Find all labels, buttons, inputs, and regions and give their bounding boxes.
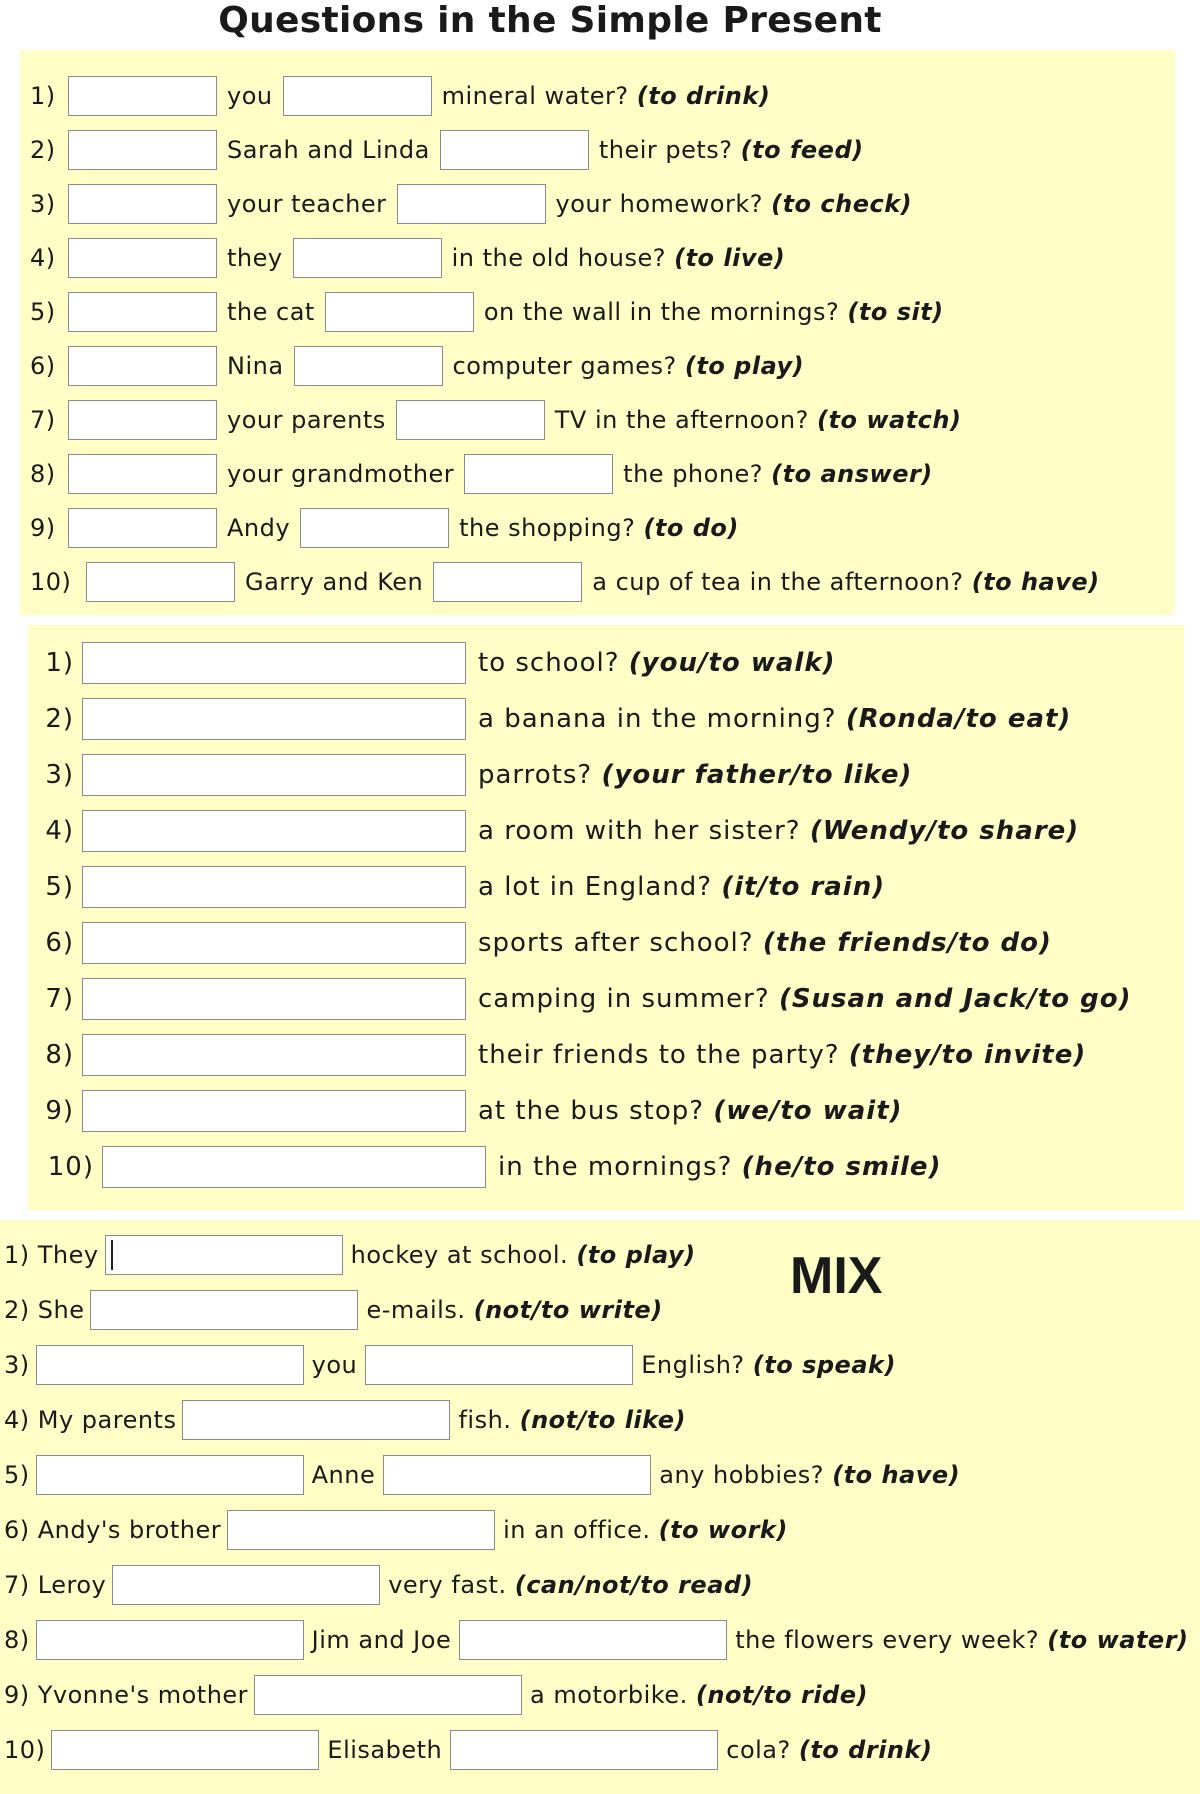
item-lead: 8) [4, 1626, 30, 1654]
item-number: 9) [45, 1096, 74, 1126]
item-hint: (to drink) [636, 82, 771, 110]
item-hint: (to play) [684, 352, 805, 380]
item-subject: Nina [227, 352, 284, 380]
answer-input-verb[interactable] [325, 292, 474, 332]
item-rest: any hobbies? (to have) [659, 1461, 961, 1489]
item-rest: at the bus stop? (we/to wait) [478, 1096, 903, 1126]
item-hint: (to answer) [771, 460, 933, 488]
item-hint: (to speak) [752, 1351, 896, 1379]
answer-input[interactable] [82, 1034, 466, 1076]
item-hint: (to work) [658, 1516, 788, 1544]
exercise-panel-mix [0, 1220, 1200, 1794]
exercise-row [20, 238, 795, 278]
answer-input-aux[interactable] [68, 454, 217, 494]
item-hint: (not/to ride) [695, 1681, 868, 1709]
answer-input-verb[interactable] [283, 76, 432, 116]
item-rest: the shopping? (to do) [459, 514, 739, 542]
item-hint: (to check) [771, 190, 913, 218]
item-number: 5) [30, 298, 56, 326]
item-lead: 4) My parents [4, 1406, 177, 1434]
item-rest: a motorbike. (not/to ride) [530, 1681, 868, 1709]
answer-input[interactable] [82, 642, 466, 684]
item-rest: the phone? (to answer) [623, 460, 933, 488]
answer-input-verb[interactable] [365, 1345, 633, 1385]
exercise-row [20, 184, 922, 224]
item-lead: 5) [4, 1461, 30, 1489]
item-number: 1) [30, 82, 56, 110]
item-number: 7) [30, 406, 56, 434]
exercise-row [20, 454, 943, 494]
answer-input-aux[interactable] [68, 130, 217, 170]
answer-input-verb[interactable] [459, 1620, 727, 1660]
answer-input[interactable] [82, 1090, 466, 1132]
answer-input-aux[interactable] [68, 400, 217, 440]
item-rest: a lot in England? (it/to rain) [478, 872, 886, 902]
answer-input-aux[interactable] [68, 238, 217, 278]
item-number: 1) [45, 648, 74, 678]
item-rest: camping in summer? (Susan and Jack/to go) [478, 984, 1132, 1014]
item-number: 10) [30, 568, 72, 596]
exercise-row [28, 1090, 903, 1132]
exercise-row [28, 1034, 1086, 1076]
item-hint: (Susan and Jack/to go) [778, 984, 1132, 1014]
item-subject: your teacher [227, 190, 387, 218]
answer-input-aux[interactable] [36, 1345, 304, 1385]
item-hint: (to sit) [847, 298, 944, 326]
item-rest: in the mornings? (he/to smile) [498, 1152, 942, 1182]
item-rest: a banana in the morning? (Ronda/to eat) [478, 704, 1072, 734]
exercise-row [20, 76, 780, 116]
item-number: 8) [30, 460, 56, 488]
item-subject: you [227, 82, 273, 110]
item-lead: 9) Yvonne's mother [4, 1681, 249, 1709]
item-hint: (to feed) [740, 136, 864, 164]
item-hint: (can/not/to read) [514, 1571, 754, 1599]
exercise-row [0, 1345, 904, 1385]
exercise-panel-1 [20, 50, 1175, 615]
item-rest: TV in the afternoon? (to watch) [554, 406, 962, 434]
exercise-row [28, 922, 1052, 964]
exercise-row [0, 1565, 761, 1605]
page-title: Questions in the Simple Present [218, 0, 882, 41]
answer-input-verb[interactable] [433, 562, 582, 602]
item-hint: (you/to walk) [628, 648, 836, 678]
answer-input[interactable] [82, 866, 466, 908]
item-hint: (the friends/to do) [762, 928, 1052, 958]
answer-input-verb[interactable] [440, 130, 589, 170]
answer-input[interactable] [90, 1290, 358, 1330]
exercise-row [0, 1730, 940, 1770]
item-rest: to school? (you/to walk) [478, 648, 836, 678]
item-subject: Elisabeth [327, 1736, 443, 1764]
item-subject: you [311, 1351, 358, 1379]
exercise-row [20, 400, 971, 440]
item-rest: a room with her sister? (Wendy/to share) [478, 816, 1080, 846]
answer-input-aux[interactable] [68, 184, 217, 224]
exercise-row [0, 1455, 968, 1495]
item-number: 2) [45, 704, 74, 734]
item-hint: (they/to invite) [848, 1040, 1087, 1070]
item-rest: on the wall in the mornings? (to sit) [483, 298, 944, 326]
item-rest: in the old house? (to live) [451, 244, 786, 272]
mix-label: MIX [790, 1247, 883, 1305]
item-number: 5) [45, 872, 74, 902]
item-number: 10) [47, 1152, 94, 1182]
answer-input-verb[interactable] [293, 238, 442, 278]
item-hint: (to watch) [817, 406, 962, 434]
exercise-row [0, 1620, 1197, 1660]
answer-input[interactable] [182, 1400, 450, 1440]
answer-input-verb[interactable] [383, 1455, 651, 1495]
answer-input-verb[interactable] [464, 454, 613, 494]
item-hint: (it/to rain) [721, 872, 886, 902]
exercise-row [28, 754, 912, 796]
exercise-row [20, 508, 749, 548]
exercise-panel-2 [28, 625, 1184, 1210]
item-subject: your grandmother [227, 460, 455, 488]
exercise-row [0, 1510, 796, 1550]
exercise-row [28, 698, 1071, 740]
item-number: 3) [30, 190, 56, 218]
item-rest: parrots? (your father/to like) [478, 760, 913, 790]
item-subject: the cat [227, 298, 315, 326]
item-rest: your homework? (to check) [555, 190, 913, 218]
answer-input[interactable] [227, 1510, 495, 1550]
answer-input-verb[interactable] [397, 184, 546, 224]
item-subject: they [227, 244, 283, 272]
answer-input-aux[interactable] [36, 1455, 304, 1495]
item-hint: (Ronda/to eat) [845, 704, 1072, 734]
answer-input[interactable] [82, 810, 466, 852]
item-rest: the flowers every week? (to water) [735, 1626, 1189, 1654]
item-hint: (he/to smile) [741, 1152, 942, 1182]
item-lead: 10) [4, 1736, 46, 1764]
exercise-row [0, 1235, 704, 1275]
item-hint: (not/to like) [519, 1406, 686, 1434]
item-lead: 1) They [4, 1241, 99, 1269]
item-rest: a cup of tea in the afternoon? (to have) [592, 568, 1100, 596]
answer-input-verb[interactable] [450, 1730, 718, 1770]
exercise-row [28, 810, 1079, 852]
item-subject: Jim and Joe [311, 1626, 452, 1654]
answer-input[interactable] [82, 978, 466, 1020]
item-subject: Anne [311, 1461, 376, 1489]
item-rest: fish. (not/to like) [458, 1406, 686, 1434]
item-hint: (to have) [832, 1461, 961, 1489]
exercise-row [20, 346, 814, 386]
answer-input[interactable] [254, 1675, 522, 1715]
answer-input-aux[interactable] [51, 1730, 319, 1770]
item-number: 3) [45, 760, 74, 790]
item-rest: mineral water? (to drink) [441, 82, 771, 110]
item-hint: (to water) [1047, 1626, 1189, 1654]
item-lead: 2) She [4, 1296, 85, 1324]
answer-input-aux[interactable] [68, 508, 217, 548]
item-subject: your parents [227, 406, 386, 434]
answer-input[interactable] [82, 754, 466, 796]
item-number: 7) [45, 984, 74, 1014]
item-rest: hockey at school. (to play) [350, 1241, 696, 1269]
exercise-row [20, 130, 874, 170]
item-subject: Garry and Ken [245, 568, 424, 596]
item-rest: English? (to speak) [641, 1351, 896, 1379]
item-hint: (not/to write) [473, 1296, 663, 1324]
answer-input-aux[interactable] [68, 346, 217, 386]
answer-input-aux[interactable] [36, 1620, 304, 1660]
exercise-row [0, 1400, 694, 1440]
exercise-row [0, 1675, 876, 1715]
exercise-row [20, 292, 954, 332]
item-rest: e-mails. (not/to write) [366, 1296, 663, 1324]
answer-input[interactable] [82, 698, 466, 740]
exercise-row [28, 1146, 941, 1188]
item-number: 4) [45, 816, 74, 846]
item-hint: (to drink) [798, 1736, 933, 1764]
answer-input-aux[interactable] [68, 76, 217, 116]
item-number: 6) [45, 928, 74, 958]
item-subject: Andy [227, 514, 291, 542]
exercise-row [28, 978, 1131, 1020]
item-lead: 7) Leroy [4, 1571, 107, 1599]
text-cursor [111, 1240, 113, 1270]
item-number: 2) [30, 136, 56, 164]
item-number: 4) [30, 244, 56, 272]
answer-input-aux[interactable] [68, 292, 217, 332]
answer-input[interactable] [82, 922, 466, 964]
exercise-row [28, 642, 836, 684]
exercise-row [28, 866, 885, 908]
item-subject: Sarah and Linda [227, 136, 430, 164]
item-hint: (to play) [576, 1241, 696, 1269]
item-hint: (we/to wait) [713, 1096, 903, 1126]
answer-input[interactable] [105, 1235, 343, 1275]
answer-input[interactable] [102, 1146, 486, 1188]
item-rest: cola? (to drink) [726, 1736, 933, 1764]
item-lead: 6) Andy's brother [4, 1516, 222, 1544]
answer-input[interactable] [112, 1565, 380, 1605]
answer-input-aux[interactable] [86, 562, 235, 602]
answer-input-verb[interactable] [396, 400, 545, 440]
item-hint: (Wendy/to share) [809, 816, 1080, 846]
item-rest: in an office. (to work) [503, 1516, 788, 1544]
item-hint: (to do) [643, 514, 739, 542]
answer-input-verb[interactable] [300, 508, 449, 548]
item-rest: their pets? (to feed) [598, 136, 864, 164]
item-hint: (to live) [674, 244, 786, 272]
item-rest: very fast. (can/not/to read) [388, 1571, 754, 1599]
item-lead: 3) [4, 1351, 30, 1379]
item-hint: (your father/to like) [601, 760, 913, 790]
answer-input-verb[interactable] [294, 346, 443, 386]
exercise-row [0, 1290, 671, 1330]
item-rest: their friends to the party? (they/to invite) [478, 1040, 1087, 1070]
exercise-row [20, 562, 1110, 602]
item-rest: sports after school? (the friends/to do) [478, 928, 1052, 958]
item-rest: computer games? (to play) [452, 352, 805, 380]
item-number: 6) [30, 352, 56, 380]
item-hint: (to have) [971, 568, 1100, 596]
item-number: 9) [30, 514, 56, 542]
item-number: 8) [45, 1040, 74, 1070]
